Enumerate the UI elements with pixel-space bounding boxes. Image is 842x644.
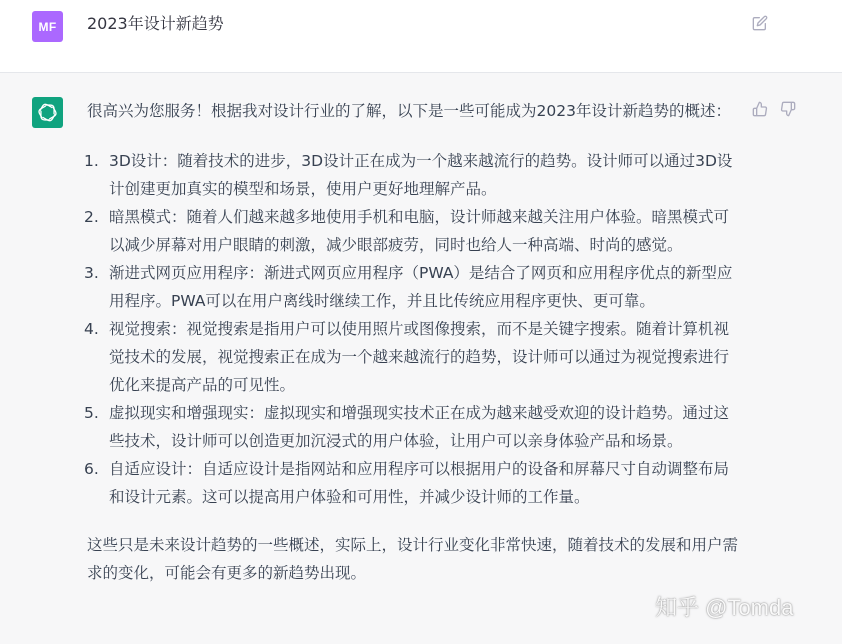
assistant-intro: 很高兴为您服务！根据我对设计行业的了解，以下是一些可能成为2023年设计新趋势的概述： — [87, 102, 731, 120]
list-item-text: 暗黑模式：随着人们越来越多地使用手机和电脑，设计师越来越关注用户体验。暗黑模式可以减少屏幕对用户眼睛的刺激，减少眼部疲劳，同时也给人一种高端、时尚的感觉。 — [109, 208, 730, 254]
assistant-message-content — [84, 97, 739, 587]
list-item — [84, 455, 739, 511]
list-item-number: 5. — [84, 404, 99, 422]
list-item-text: 自适应设计：自适应设计是指网站和应用程序可以根据用户的设备和屏幕尺寸自动调整布局和设计元素。这可以提高用户体验和可用性，并减少设计师的工作量。 — [109, 460, 730, 506]
list-item — [84, 259, 739, 315]
list-item — [84, 315, 739, 399]
list-item-number: 1. — [84, 152, 99, 170]
list-item — [84, 399, 739, 455]
user-avatar-initials: MF — [38, 19, 57, 34]
list-item — [84, 147, 739, 203]
assistant-conclusion: 这些只是未来设计趋势的一些概述，实际上，设计行业变化非常快速，随着技术的发展和用户需求的变化，可能会有更多的新趋势出现。 — [87, 536, 739, 582]
list-item-text: 3D设计：随着技术的进步，3D设计正在成为一个越来越流行的趋势。设计师可以通过3D设计创建更加真实的模型和场景，使用户更好地理解产品。 — [109, 152, 733, 198]
list-item-number: 3. — [84, 264, 99, 282]
assistant-message-row — [0, 73, 842, 644]
user-avatar — [32, 11, 63, 42]
user-message-text: 2023年设计新趋势 — [87, 14, 224, 33]
thumbs-down-icon[interactable] — [778, 99, 798, 119]
openai-logo-icon — [37, 102, 58, 123]
list-item-number: 6. — [84, 460, 99, 478]
list-item-number: 2. — [84, 208, 99, 226]
list-item-text: 渐进式网页应用程序：渐进式网页应用程序（PWA）是结合了网页和应用程序优点的新型应用程序。PWA可以在用户离线时继续工作，并且比传统应用程序更快、更可靠。 — [109, 264, 733, 310]
thumbs-up-icon[interactable] — [750, 99, 770, 119]
list-item-number: 4. — [84, 320, 99, 338]
list-item-text: 虚拟现实和增强现实：虚拟现实和增强现实技术正在成为越来越受欢迎的设计趋势。通过这些技术，设计师可以创造更加沉浸式的用户体验，让用户可以亲身体验产品和场景。 — [109, 404, 730, 450]
watermark: 知乎 @Tomda — [655, 595, 794, 620]
trend-list — [84, 147, 739, 511]
edit-icon[interactable] — [750, 13, 770, 33]
user-message-row — [0, 0, 842, 73]
list-item — [84, 203, 739, 259]
list-item-text: 视觉搜索：视觉搜索是指用户可以使用照片或图像搜索，而不是关键字搜索。随着计算机视觉技术的发展，视觉搜索正在成为一个越来越流行的趋势，设计师可以通过为视觉搜索进行优化来提高产品的可见性。 — [109, 320, 730, 394]
assistant-avatar — [32, 97, 63, 128]
